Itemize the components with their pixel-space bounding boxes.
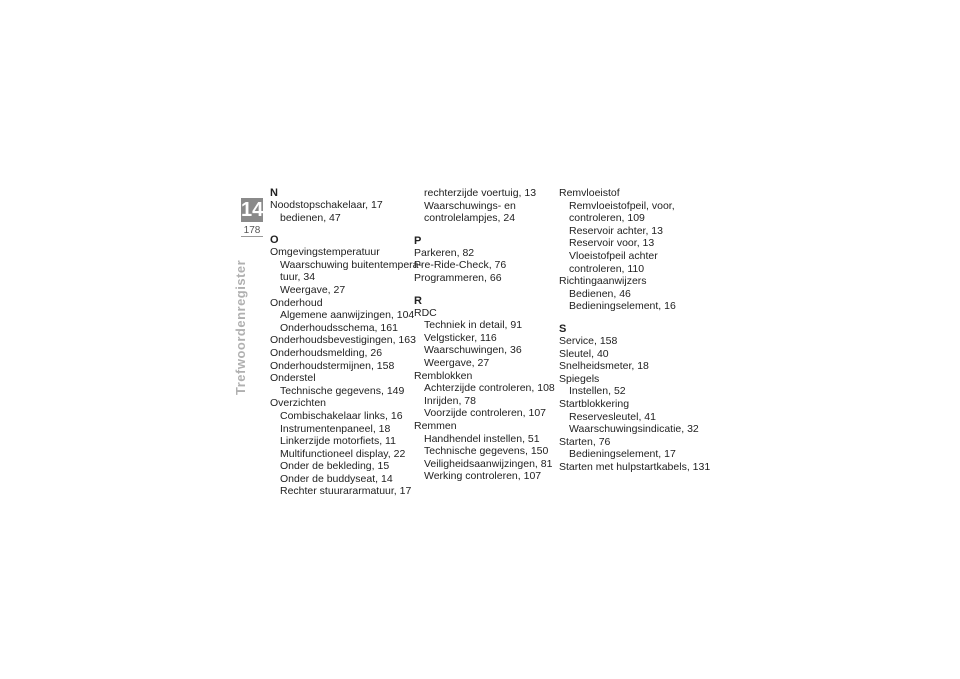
index-subentry: Reservoir voor, 13 xyxy=(569,237,655,250)
index-letter: O xyxy=(270,234,279,247)
index-entry: Startblokkering xyxy=(559,397,630,410)
index-subentry: Multifunctioneel display, 22 xyxy=(280,447,406,460)
index-subentry: Instrumentenpaneel, 18 xyxy=(280,422,391,435)
index-column-3 xyxy=(559,187,711,473)
index-entry: Spiegels xyxy=(559,372,600,385)
index-entry: Remvloeistof xyxy=(559,187,620,199)
index-subentry: Techniek in detail, 91 xyxy=(424,319,523,332)
index-entry: Starten, 76 xyxy=(559,435,611,448)
index-subentry: Voorzijde controleren, 107 xyxy=(424,407,546,420)
index-subentry: tuur, 34 xyxy=(280,271,316,284)
index-entry: Pre-Ride-Check, 76 xyxy=(414,259,507,272)
index-entry: Noodstopschakelaar, 17 xyxy=(270,199,383,211)
index-entry: Richtingaanwijzers xyxy=(559,275,647,288)
index-letter: N xyxy=(270,187,278,199)
index-entry: Snelheidsmeter, 18 xyxy=(559,360,649,373)
index-subentry: Onder de bekleding, 15 xyxy=(280,460,390,473)
index-entry: Sleutel, 40 xyxy=(559,347,609,360)
index-subentry: Waarschuwing buitentempera- xyxy=(280,258,423,271)
chapter-number: 14 xyxy=(241,199,264,221)
index-entry: Remblokken xyxy=(414,369,473,382)
index-subentry: controleren, 109 xyxy=(569,212,645,225)
index-subentry: Handhendel instellen, 51 xyxy=(424,432,540,445)
index-subentry: Veiligheidsaanwijzingen, 81 xyxy=(424,457,553,470)
index-subentry: Waarschuwings- en xyxy=(424,199,516,212)
index-entry: Onderhoud xyxy=(270,296,323,309)
index-subentry: Bedienen, 46 xyxy=(569,287,631,300)
index-subentry: rechterzijde voertuig, 13 xyxy=(424,187,537,199)
index-subentry: Velgsticker, 116 xyxy=(424,331,497,344)
index-subentry: Technische gegevens, 150 xyxy=(424,445,549,458)
index-column-2 xyxy=(414,187,554,483)
index-letter: S xyxy=(559,322,567,335)
index-subentry: Weergave, 27 xyxy=(280,283,346,296)
index-subentry: Reservoir achter, 13 xyxy=(569,224,663,237)
page-number-rule xyxy=(241,236,263,237)
index-subentry: Waarschuwingen, 36 xyxy=(424,344,522,357)
index-column-1 xyxy=(270,187,423,498)
index-entry: Remmen xyxy=(414,419,457,432)
index-subentry: Combischakelaar links, 16 xyxy=(280,409,403,422)
index-subentry: Instellen, 52 xyxy=(569,385,626,398)
index-subentry: Bedieningselement, 17 xyxy=(569,448,676,461)
index-entry: RDC xyxy=(414,306,437,319)
index-subentry: Bedieningselement, 16 xyxy=(569,300,676,313)
index-letter: R xyxy=(414,294,422,307)
index-subentry: Onder de buddyseat, 14 xyxy=(280,472,393,485)
index-entry: Onderhoudsbevestigingen, 163 xyxy=(270,334,416,347)
index-subentry: Technische gegevens, 149 xyxy=(280,384,405,397)
index-entry: Onderhoudsmelding, 26 xyxy=(270,346,383,359)
index-subentry: Algemene aanwijzingen, 104 xyxy=(280,309,415,322)
index-subentry: Onderhoudsschema, 161 xyxy=(280,321,398,334)
index-subentry: controlelampjes, 24 xyxy=(424,212,516,225)
index-subentry: Linkerzijde motorfiets, 11 xyxy=(280,435,396,448)
index-entry: Service, 158 xyxy=(559,334,618,347)
index-subentry: Waarschuwingsindicatie, 32 xyxy=(569,423,699,436)
index-subentry: Werking controleren, 107 xyxy=(424,470,542,483)
index-entry: Programmeren, 66 xyxy=(414,271,502,284)
index-entry: Parkeren, 82 xyxy=(414,246,475,259)
index-subentry: Rechter stuurararmatuur, 17 xyxy=(280,485,412,498)
index-subentry: Weergave, 27 xyxy=(424,356,490,369)
index-entry: Overzichten xyxy=(270,397,327,410)
index-letter: P xyxy=(414,234,422,247)
page-number: 178 xyxy=(243,225,261,236)
chapter-title: Trefwoordenregister xyxy=(233,259,248,395)
index-subentry: controleren, 110 xyxy=(569,262,645,275)
index-entry: Omgevingstemperatuur xyxy=(270,246,380,259)
index-subentry: Reservesleutel, 41 xyxy=(569,410,656,423)
index-entry: Starten met hulpstartkabels, 131 xyxy=(559,460,711,473)
index-subentry: bedienen, 47 xyxy=(280,211,341,224)
index-entry: Onderhoudstermijnen, 158 xyxy=(270,359,395,372)
index-entry: Onderstel xyxy=(270,372,316,385)
index-subentry: Inrijden, 78 xyxy=(424,394,476,407)
index-subentry: Achterzijde controleren, 108 xyxy=(424,382,555,395)
index-subentry: Remvloeistofpeil, voor, xyxy=(569,199,675,212)
index-subentry: Vloeistofpeil achter xyxy=(569,249,658,262)
